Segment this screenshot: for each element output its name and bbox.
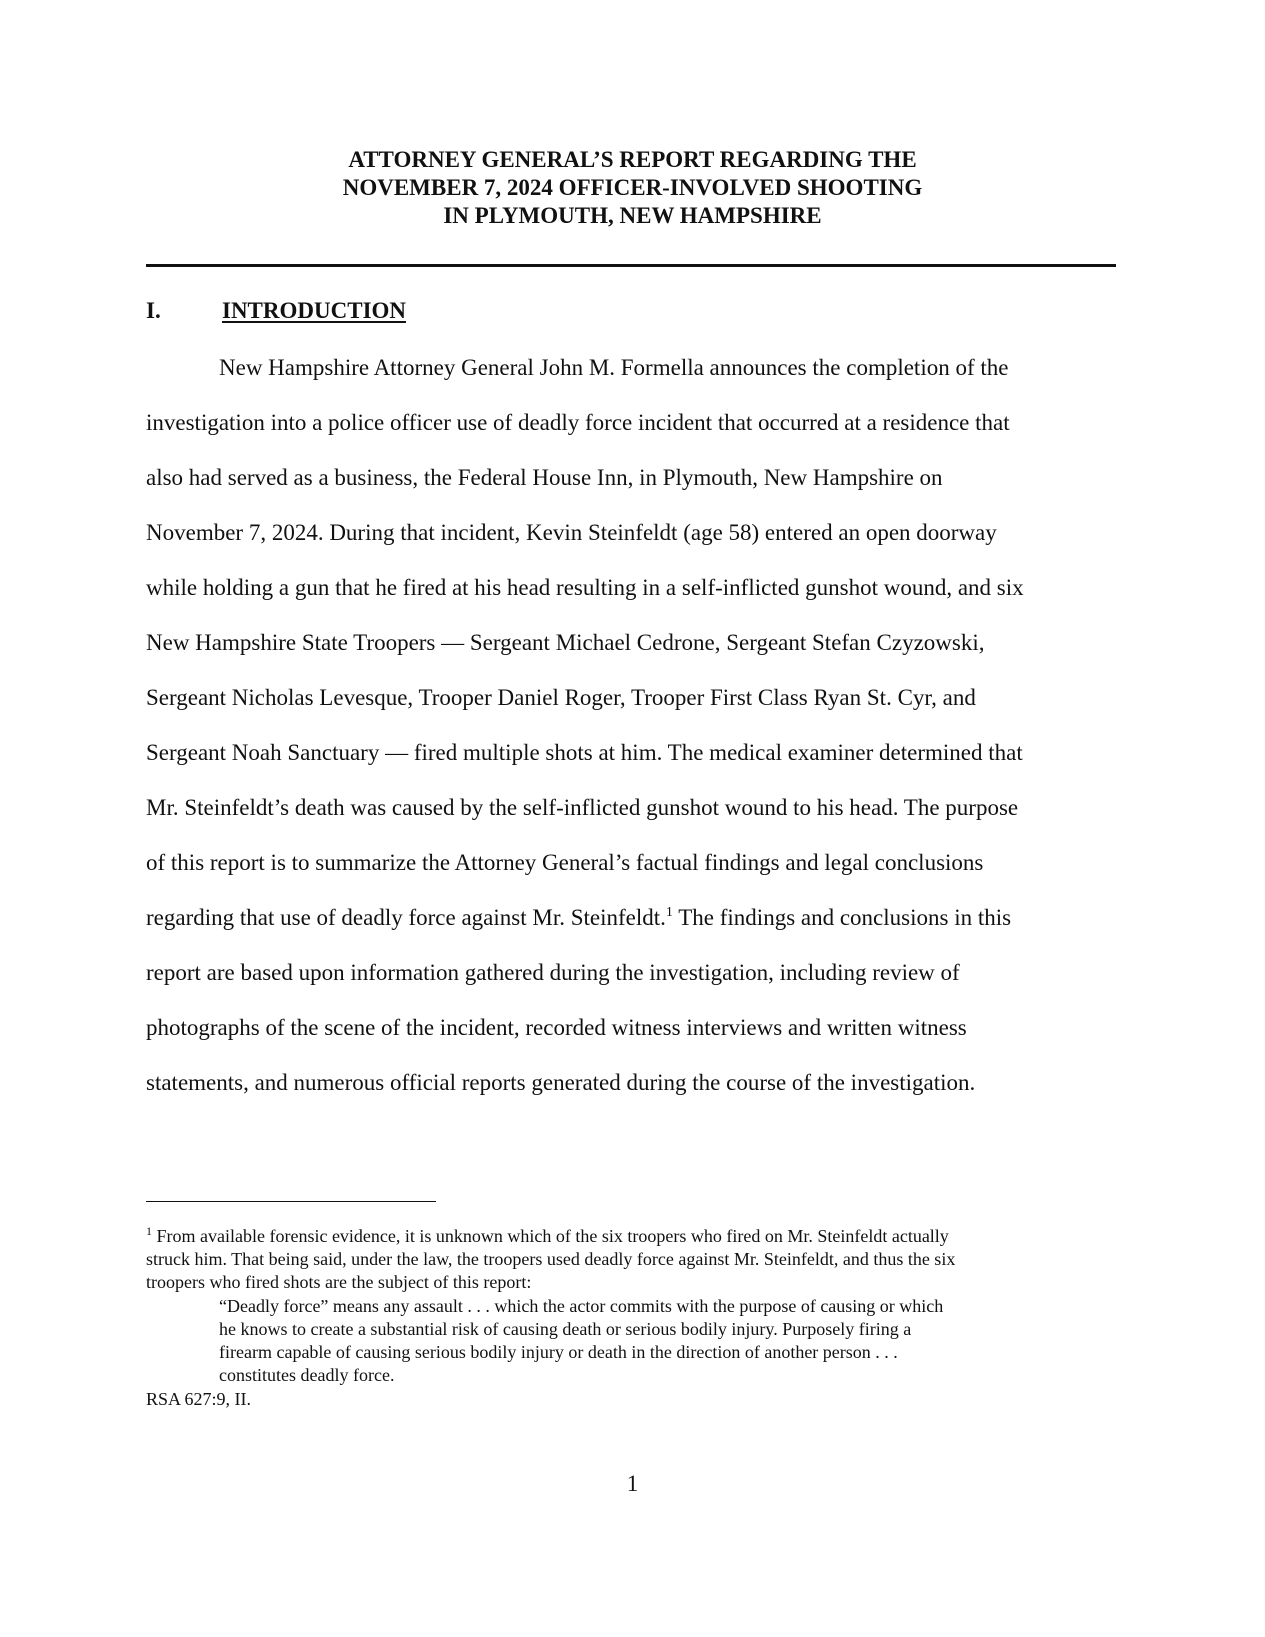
- report-title: [0, 146, 1265, 230]
- footnote-separator: [146, 1201, 436, 1202]
- footnote-marker: 1: [146, 1224, 152, 1238]
- body-line: also had served as a business, the Federal House Inn, in Plymouth, New Hampshire on: [146, 465, 943, 490]
- body-line-text: The findings and conclusions in this: [672, 905, 1012, 930]
- body-line: while holding a gun that he fired at his head resulting in a self-inflicted gunshot wound, and six: [146, 575, 1024, 600]
- body-line: Sergeant Nicholas Levesque, Trooper Daniel Roger, Trooper First Class Ryan St. Cyr, and: [146, 685, 976, 710]
- footnote-line: troopers who fired shots are the subject of this report:: [146, 1272, 532, 1292]
- body-line-with-footnote: [146, 904, 1011, 932]
- body-line-text: regarding that use of deadly force against Mr. Steinfeldt.: [146, 905, 666, 930]
- body-line: November 7, 2024. During that incident, Kevin Steinfeldt (age 58) entered an open doorway: [146, 520, 997, 545]
- footnote-citation: RSA 627:9, II.: [146, 1389, 252, 1409]
- section-number: I.: [146, 298, 161, 323]
- body-line: of this report is to summarize the Attorney General’s factual findings and legal conclusions: [146, 850, 984, 875]
- body-line: Mr. Steinfeldt’s death was caused by the self-inflicted gunshot wound to his head. The purpose: [146, 795, 1019, 820]
- footnote-line: struck him. That being said, under the law, the troopers used deadly force against Mr. Steinfeldt, and thus the six: [146, 1249, 956, 1269]
- page-number: 1: [626, 1471, 639, 1496]
- footnote-reference[interactable]: 1: [665, 905, 673, 920]
- title-line: NOVEMBER 7, 2024 OFFICER-INVOLVED SHOOTING: [342, 175, 923, 200]
- body-line: New Hampshire Attorney General John M. Formella announces the completion of the: [219, 355, 1009, 380]
- footnote-line-text: From available forensic evidence, it is unknown which of the six troopers who fired on Mr. Steinfeldt actually: [152, 1226, 949, 1246]
- title-divider: [146, 264, 1116, 267]
- footnote-quote-line: he knows to create a substantial risk of causing death or serious bodily injury. Purposely firing a: [219, 1319, 912, 1339]
- title-line: IN PLYMOUTH, NEW HAMPSHIRE: [443, 203, 822, 228]
- footnote-quote-line: “Deadly force” means any assault . . . which the actor commits with the purpose of causing or which: [219, 1296, 944, 1316]
- footnote-quote-line: constitutes deadly force.: [219, 1365, 395, 1385]
- body-line: report are based upon information gathered during the investigation, including review of: [146, 960, 960, 985]
- title-line: ATTORNEY GENERAL’S REPORT REGARDING THE: [348, 147, 917, 172]
- body-line: statements, and numerous official reports generated during the course of the investigation.: [146, 1070, 976, 1095]
- section-title: INTRODUCTION: [222, 298, 407, 323]
- footnote-quote-line: firearm capable of causing serious bodily injury or death in the direction of another person . . .: [219, 1342, 898, 1362]
- body-line: New Hampshire State Troopers — Sergeant Michael Cedrone, Sergeant Stefan Czyzowski,: [146, 630, 985, 655]
- footnote-line: [146, 1225, 949, 1248]
- body-line: investigation into a police officer use of deadly force incident that occurred at a residence that: [146, 410, 1010, 435]
- body-line: Sergeant Noah Sanctuary — fired multiple shots at him. The medical examiner determined that: [146, 740, 1023, 765]
- body-line: photographs of the scene of the incident, recorded witness interviews and written witness: [146, 1015, 967, 1040]
